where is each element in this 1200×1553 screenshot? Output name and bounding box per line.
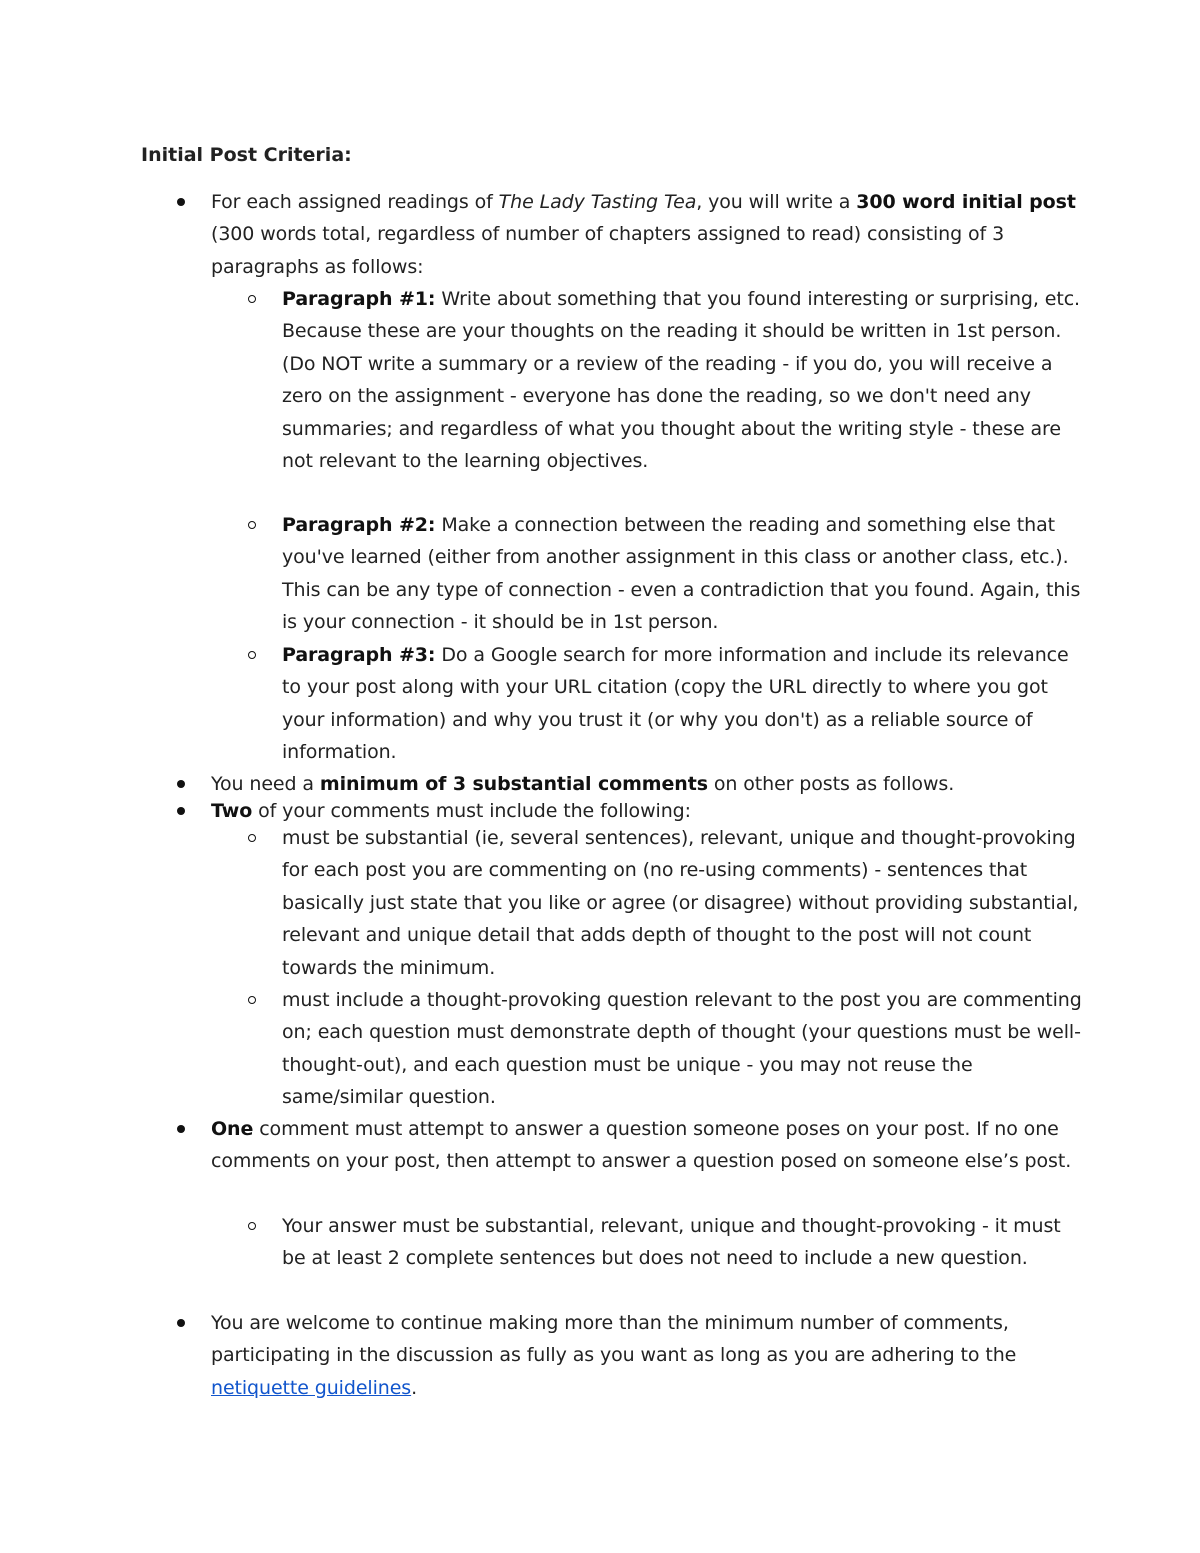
circle-bullet-icon <box>248 1222 256 1230</box>
list-item-paragraph-1 <box>282 283 1082 477</box>
circle-bullet-icon <box>248 996 256 1004</box>
list-item-substantial: must be substantial (ie, several sentences), relevant, unique and thought-provoking for each post you are commenting on (no re-using comments) - sentences that basically just state that you like or agree (or disagree) without providing substantial, relevant and unique detail that adds depth of thought to the post will not count towards the minimum. <box>282 827 1079 979</box>
book-title: The Lady Tasting Tea <box>498 191 697 213</box>
item-label: Paragraph #2: <box>282 514 436 536</box>
netiquette-guidelines-link[interactable]: netiquette guidelines <box>211 1376 412 1399</box>
list-item-paragraph-3 <box>282 639 1082 769</box>
circle-bullet-icon <box>248 834 256 842</box>
item-text: Make a connection between the reading and something else that you've learned (either from another assignment in this class or another class, etc.). This can be any type of connection - even a contradiction that you found. Again, this is your connection - it should be in 1st person. <box>282 514 1081 634</box>
item-text: You are welcome to continue making more than the minimum number of comments, participating in the discussion as fully as you want as long as you are adhering to the <box>211 1312 1017 1367</box>
list-item-paragraph-2 <box>282 509 1082 639</box>
item-text: Write about something that you found interesting or surprising, etc. Because these are your thoughts on the reading it should be written in 1st person. (Do NOT write a summary or a review of the reading - if you do, you will receive a zero on the assignment - everyone has done the reading, so we don't need any summaries; and regardless of what you thought about the writing style - these are not relevant to the learning objectives. <box>282 288 1080 473</box>
item-text: For each assigned readings of <box>211 191 499 213</box>
circle-bullet-icon <box>248 521 256 529</box>
list-item-initial-post <box>211 186 1081 283</box>
item-bold-text: One <box>211 1118 254 1140</box>
bullet-icon <box>177 1319 185 1327</box>
item-text: comment must attempt to answer a question someone poses on your post. If no one comments on your post, then attempt to answer a question posed on someone else’s post. <box>211 1118 1072 1173</box>
bullet-icon <box>177 780 185 788</box>
item-text: of your comments must include the following: <box>252 800 691 822</box>
list-item-welcome <box>211 1307 1081 1404</box>
item-bold-text: Two <box>211 800 253 822</box>
item-label: Paragraph #1: <box>282 288 436 310</box>
item-text: Do a Google search for more information and include its relevance to your post along with your URL citation (copy the URL directly to where you got your information) and why you trust it (or why you don't) as a reliable source of information. <box>282 644 1069 764</box>
circle-bullet-icon <box>248 295 256 303</box>
bullet-icon <box>177 198 185 206</box>
item-text: , you will write a <box>696 191 857 213</box>
list-item-answer: Your answer must be substantial, relevant, unique and thought-provoking - it must be at least 2 complete sentences but does not need to include a new question. <box>282 1215 1061 1270</box>
page-title: Initial Post Criteria: <box>141 144 352 166</box>
item-text: (300 words total, regardless of number of chapters assigned to read) consisting of 3 paragraphs as follows: <box>211 223 1005 278</box>
bullet-icon <box>177 807 185 815</box>
item-text: on other posts as follows. <box>707 773 955 795</box>
item-label: Paragraph #3: <box>282 644 436 666</box>
item-bold-text: minimum of 3 substantial comments <box>319 773 708 795</box>
list-item-one-comment <box>211 1113 1081 1178</box>
item-bold-text: 300 word initial post <box>856 191 1076 213</box>
bullet-icon <box>177 1125 185 1133</box>
item-text: . <box>411 1376 418 1399</box>
item-text: You need a <box>211 773 320 795</box>
list-item-question: must include a thought-provoking question relevant to the post you are commenting on; each question must demonstrate depth of thought (your questions must be well-thought-out), and each question must be unique - you may not reuse the same/similar question. <box>282 989 1082 1109</box>
circle-bullet-icon <box>248 651 256 659</box>
